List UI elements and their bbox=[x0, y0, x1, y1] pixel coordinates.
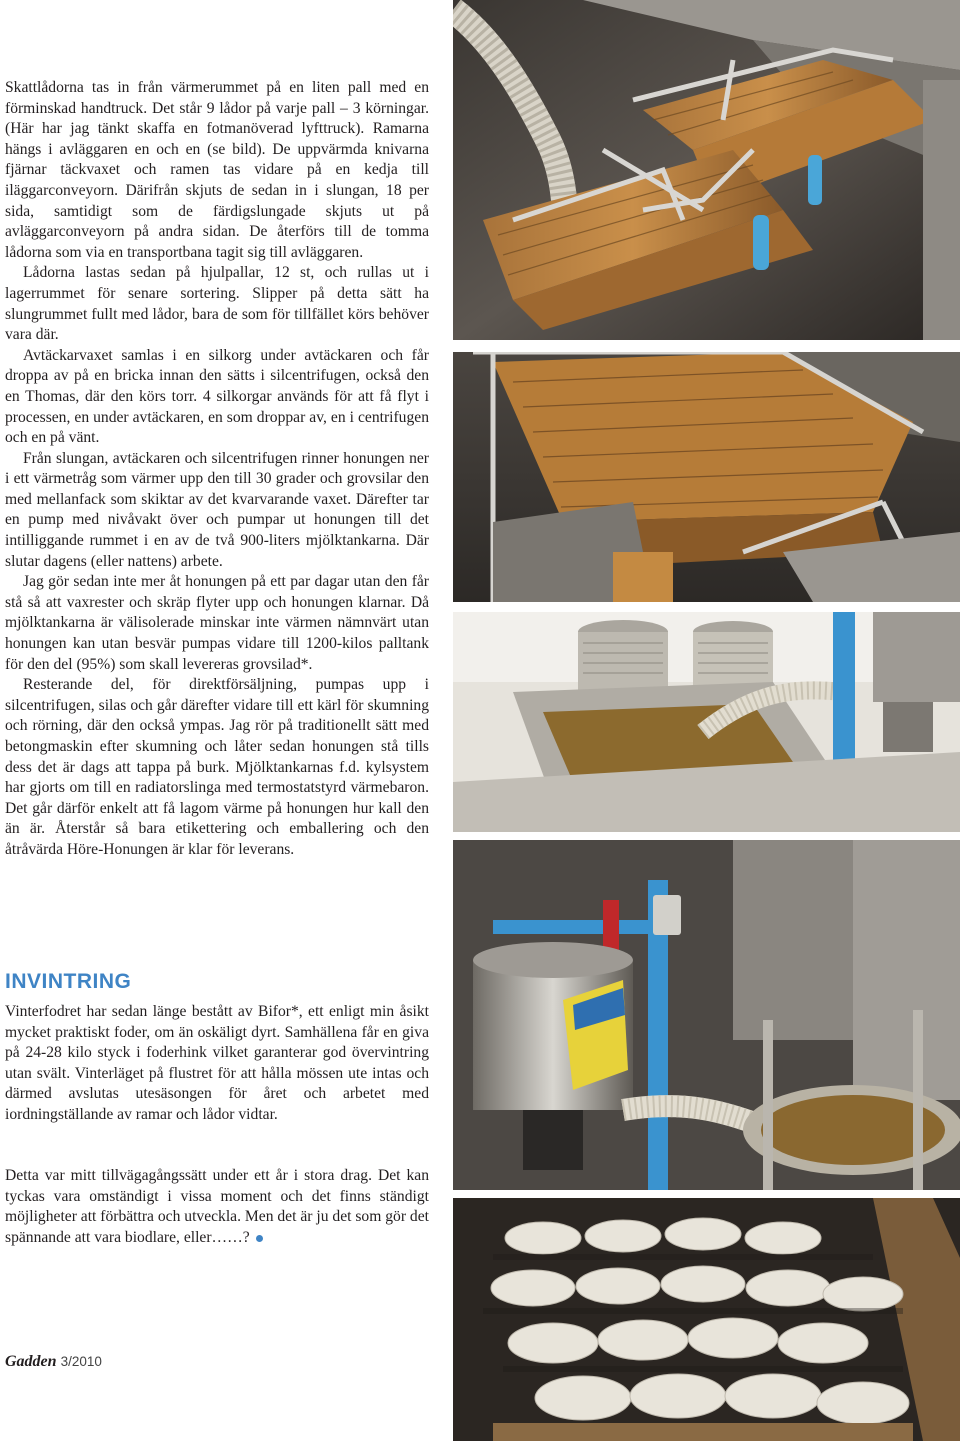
photo-honey-buckets bbox=[453, 1198, 960, 1441]
issue-number: 3/2010 bbox=[60, 1354, 102, 1369]
photo-uncapping-machine bbox=[453, 0, 960, 340]
photo-frame-rack bbox=[453, 352, 960, 602]
section-heading: INVINTRING bbox=[5, 970, 132, 993]
article-paragraph: Jag gör sedan inte mer åt honungen på ett par dagar utan den får stå så att vaxrester och skräp flyter upp och honungen klarnar. Då mjölktankarna är välisolerade minskar inte värmen nämnvärt utan honungen kan utan besvär pumpas vidare till 1200-kilos palltank för den del (95%) som skall levereras grovsilad*. bbox=[5, 573, 429, 673]
article-paragraph: Skattlådorna tas in från värmerummet på en liten pall med en förminskad handtruck. Det står 9 lådor på varje pall – 3 körningar. (Här har jag tänkt skaffa en fotmanöverad lyfttruck). Ramarna hängs i avläggaren en och en (se bild). De uppvärmda knivarna fjärnar täckvaxet och ramen tas vidare på en kedja till iläggarconveyorn. Därifrån skjuts de sedan in i slungan, 18 per sida, samtidigt som de färdigslungade skjuts ut på avläggarconveyorn på andra sidan. De återförs till de tomma lådorna som via en transportbana tagit sig till avläggaren. bbox=[5, 79, 429, 261]
article-paragraph: Från slungan, avtäckaren och silcentrifugen rinner honungen ner i ett värmetråg som värmer upp den till 30 grader och grovsilar den med mellanfack som skiktar av det kvarvarande vaxet. Därefter tar en pump med nivåvakt över och pumpar ut honungen till det intilliggande rummet i en av de två 900-liters mjölktankarna. Där slutar dagens (eller nattens) arbete. bbox=[5, 449, 429, 570]
magazine-name: Gadden bbox=[5, 1353, 57, 1370]
article-paragraph: Lådorna lastas sedan på hjulpallar, 12 st, och rullas ut i lagerrummet för senare sortering. Slipper på detta sätt ha slungrummet fullt med lådor, bara de som för tillfället körs behöver vara där. bbox=[5, 264, 429, 344]
article-paragraph: Resterande del, för direktförsäljning, pumpas upp i silcentrifugen, silas och går därefter vidare till ett kärl för skumning och rörning, där den också ympas. Jag rör på traditionellt sätt med betongmaskin efter skumning och låter sedan honungen stå tills dess det är dags att tappa på burk. Mjölktankarnas f.d. kylsystem har gjorts om till en radiatorslinga med termostatstyrd värmebaron. Det går därför enkelt att få lagom värme på honungen hur kall den än är. Återstår så bara etikettering och emballering och den åtråvärda Höre-Honungen är klar för leverans. bbox=[5, 676, 429, 858]
photo-strainer-baskets bbox=[453, 612, 960, 832]
page-footer bbox=[5, 1353, 102, 1371]
closing-text: Detta var mitt tillvägagångssätt under ett år i stora drag. Det kan tyckas vara omständigt i vissa moment och det finns ständigt möjligheter att förbättra och utveckla. Men det är ju det som gör det spännande att vara biodlare, eller……? bbox=[5, 1167, 429, 1246]
end-mark-icon bbox=[256, 1235, 263, 1242]
article-paragraph: Avtäckarvaxet samlas i en silkorg under avtäckaren och får droppa av på en bricka innan den sätts i silcentrifugen, också den en Thomas, där den körs torr. 4 silkorgar används för att få flyt i processen, en under avtäckaren, en som droppar av, en i centrifugen och en på vänt. bbox=[5, 346, 429, 447]
section-paragraph: Vinterfodret har sedan länge bestått av Bifor*, ett enligt min åsikt mycket praktiskt foder, om än oskäligt dyrt. Samhällena får en giva på 24-28 kilo styck i foderhink vilket garanterar god övervintring utan svält. Vinterläget på flustret för att hålla mössen ute intas och därmed avslutas utesäsongen för året och arbetet med iordningställande av ramar och lådor vidtar. bbox=[5, 1003, 429, 1123]
closing-block bbox=[5, 1166, 429, 1248]
section-body bbox=[5, 1002, 429, 1126]
photo-thomas-centrifuge bbox=[453, 840, 960, 1190]
article-body bbox=[5, 78, 429, 861]
closing-paragraph bbox=[5, 1166, 429, 1248]
